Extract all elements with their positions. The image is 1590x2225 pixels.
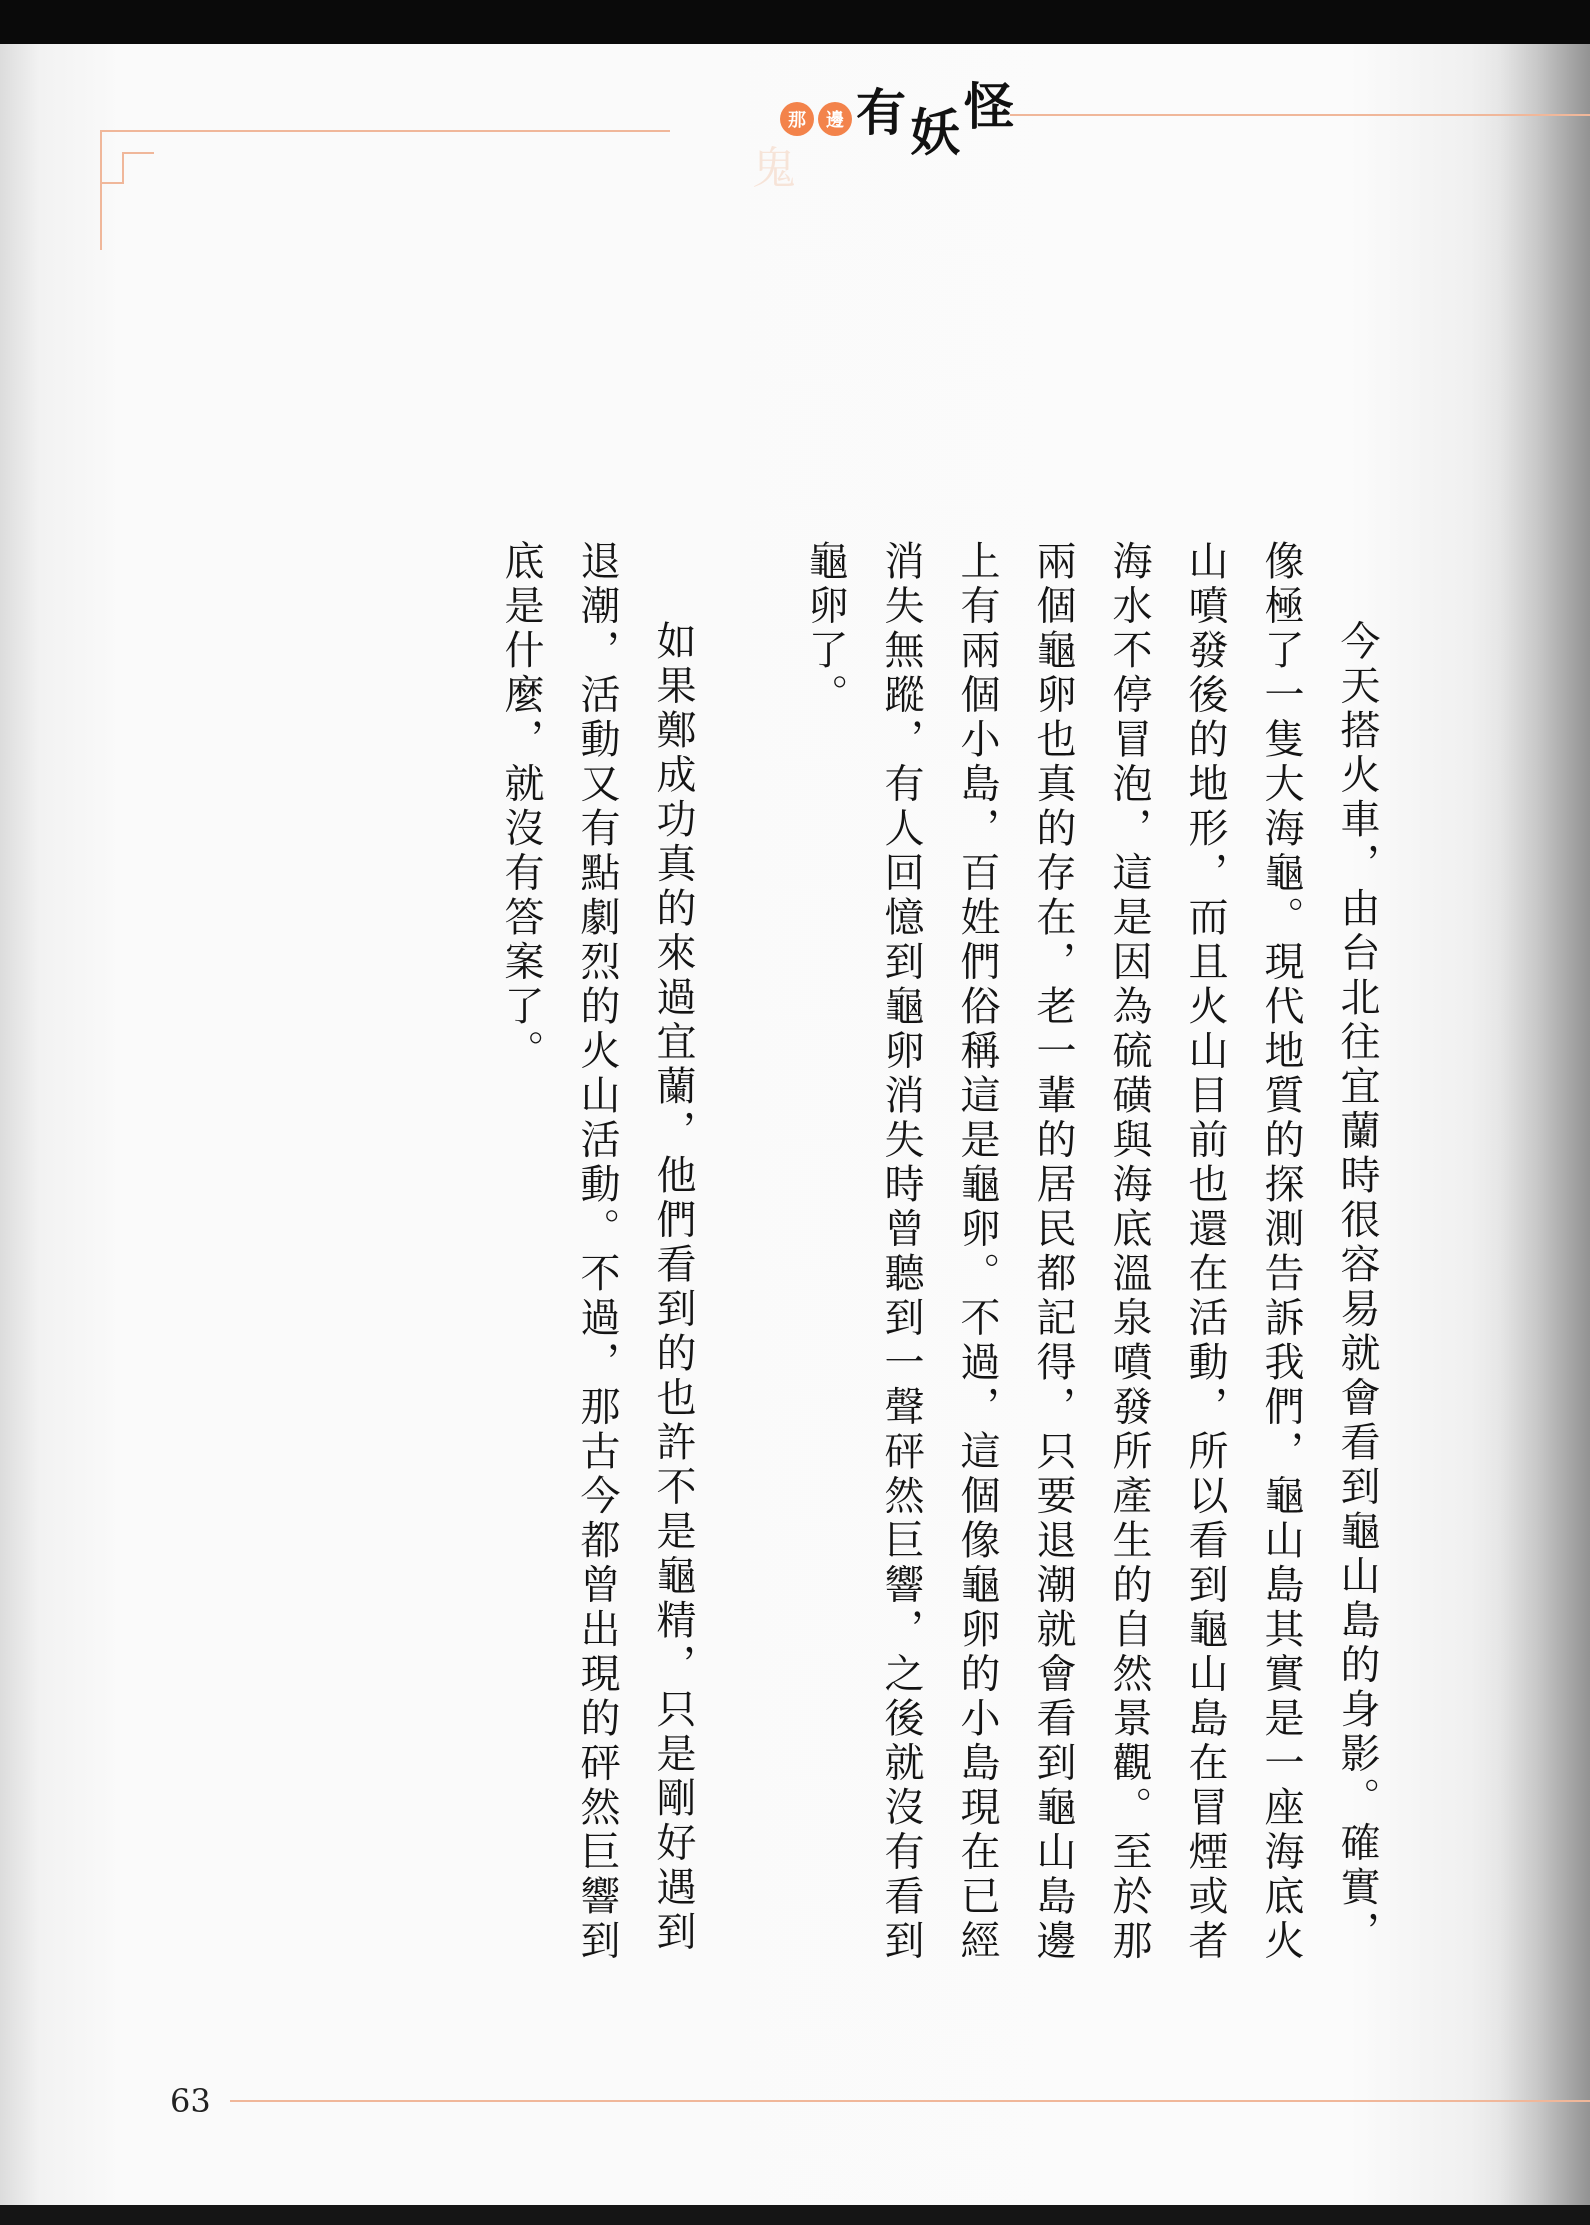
- corner-ornament-step: [100, 182, 122, 184]
- header-rule-left: [100, 130, 670, 132]
- body-text: [498, 540, 1395, 1970]
- header-badge-1: 那: [780, 102, 814, 136]
- header-rule-right: [1010, 114, 1590, 116]
- page-curl-shadow: [1500, 44, 1590, 2205]
- scan-bottom-edge: [0, 2205, 1590, 2225]
- scan-top-edge: [0, 0, 1590, 44]
- paragraph-1: 今天搭火車，由台北往宜蘭時很容易就會看到龜山島的身影。確實，像極了一隻大海龜。現代地質的探測告訴我們，龜山島其實是一座海底火山噴發後的地形，而且火山目前也還在活動，所以看到龜山島在冒煙或者海水不停冒泡，這是因為硫磺與海底溫泉噴發所產生的自然景觀。至於那兩個龜卵也真的存在，老一輩的居民都記得，只要退潮就會看到龜山島邊上有兩個小島，百姓們俗稱這是龜卵。不過，這個像龜卵的小島現在已經消失無蹤，有人回憶到龜卵消失時曾聽到一聲砰然巨響，之後就沒有看到龜卵了。: [802, 540, 1380, 1964]
- header-badge-2: 邊: [818, 102, 852, 136]
- paragraph-2: 如果鄭成功真的來過宜蘭，他們看到的也許不是龜精，只是剛好遇到退潮，活動又有點劇烈的火山活動。不過，那古今都曾出現的砰然巨響到底是什麼，就沒有答案了。: [498, 540, 696, 1964]
- corner-ornament-inner: [122, 152, 154, 184]
- header-ghost-glyph: 鬼: [752, 143, 796, 194]
- footer-rule: [230, 2100, 1590, 2102]
- header-title-char-1: 有: [856, 84, 906, 142]
- corner-ornament-outer: [100, 130, 102, 250]
- header-title-char-2: 妖: [910, 104, 960, 162]
- page-number: 63: [170, 2082, 211, 2120]
- header-title-char-3: 怪: [964, 78, 1014, 136]
- paragraph-spacer: [711, 540, 787, 1970]
- running-header: [780, 78, 1014, 162]
